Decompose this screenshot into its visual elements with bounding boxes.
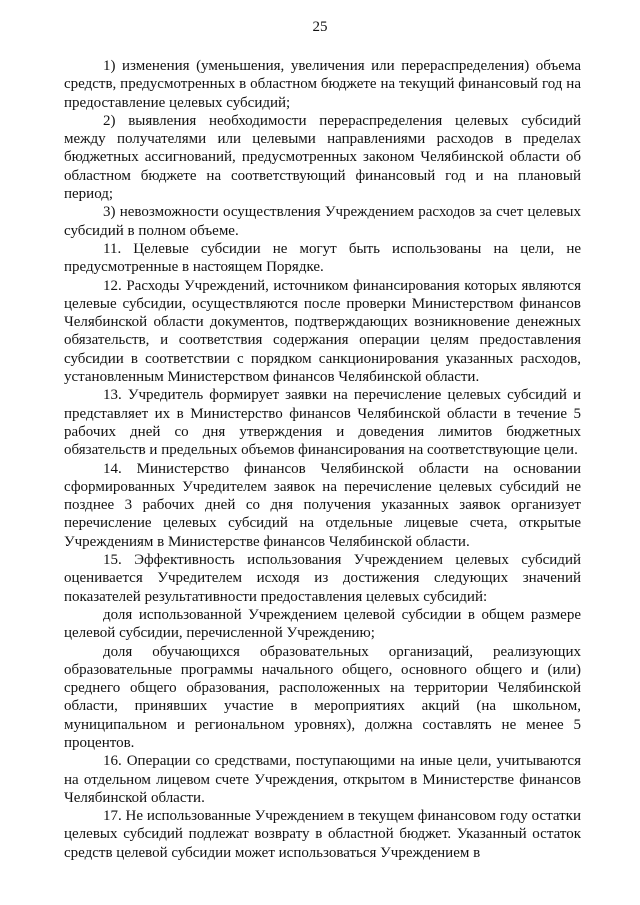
paragraph-item-3: 3) невозможности осуществления Учреждением расходов за счет целевых субсидий в полном объеме. — [64, 204, 581, 239]
paragraph-clause-16: 16. Операции со средствами, поступающими на иные цели, учитываются на отдельном лицевом счете Учреждения, открытом в Министерстве финансов Челябинской области. — [64, 753, 581, 806]
paragraph-indicator-1: доля использованной Учреждением целевой субсидии в общем размере целевой субсидии, перечисленной Учреждению; — [64, 606, 581, 642]
paragraph-indicator-2: доля обучающихся образовательных организаций, реализующих образовательные программы начального общего, основного общего и (или) среднего общего образования, расположенных на территории Челябинской области, принявших участие в мероприятиях акций (на школьном, муниципальном и региональном уровнях), должна составлять не менее 5 процентов. — [64, 643, 581, 751]
document-body — [64, 57, 581, 862]
paragraph-item-1: 1) изменения (уменьшения, увеличения или перераспределения) объема средств, предусмотренных в областном бюджете на текущий финансовый год на предоставление целевых субсидий; — [64, 58, 581, 111]
paragraph-clause-14: 14. Министерство финансов Челябинской области на основании сформированных Учредителем заявок на перечисление целевых субсидий не позднее 3 рабочих дней со дня получения указанных заявок организует перечисление целевых субсидий на отдельные лицевые счета, открытые Учреждениям в Министерстве финансов Челябинской области. — [64, 460, 581, 550]
paragraph-clause-12: 12. Расходы Учреждений, источником финансирования которых являются целевые субсидии, осуществляются после проверки Министерством финансов Челябинской области документов, подтверждающих возникновение денежных обязательств, и соответствия содержания операции целям предоставления субсидии в соответствии с порядком санкционирования указанных расходов, установленным Министерством финансов Челябинской области. — [64, 277, 581, 386]
paragraph-item-2: 2) выявления необходимости перераспределения целевых субсидий между получателями или целевыми направлениями расходов в пределах бюджетных ассигнований, предусмотренных законом Челябинской области об областном бюджете на соответствующий финансовый год и на плановый период; — [64, 112, 581, 203]
page-number: 25 — [312, 19, 328, 35]
paragraph-clause-15: 15. Эффективность использования Учреждением целевых субсидий оценивается Учредителем исходя из достижения следующих значений показателей результативности предоставления целевых субсидий: — [64, 552, 581, 605]
paragraph-clause-17: 17. Не использованные Учреждением в текущем финансовом году остатки целевых субсидий подлежат возврату в областной бюджет. Указанный остаток средств целевой субсидии может использоваться Учреждением в — [64, 808, 581, 861]
paragraph-clause-11: 11. Целевые субсидии не могут быть использованы на цели, не предусмотренные в настоящем Порядке. — [64, 240, 581, 276]
paragraph-clause-13: 13. Учредитель формирует заявки на перечисление целевых субсидий и представляет их в Министерство финансов Челябинской области в течение 5 рабочих дней со дня утверждения и доведения лимитов бюджетных обязательств и предельных объемов финансирования на соответствующие цели. — [64, 387, 581, 459]
